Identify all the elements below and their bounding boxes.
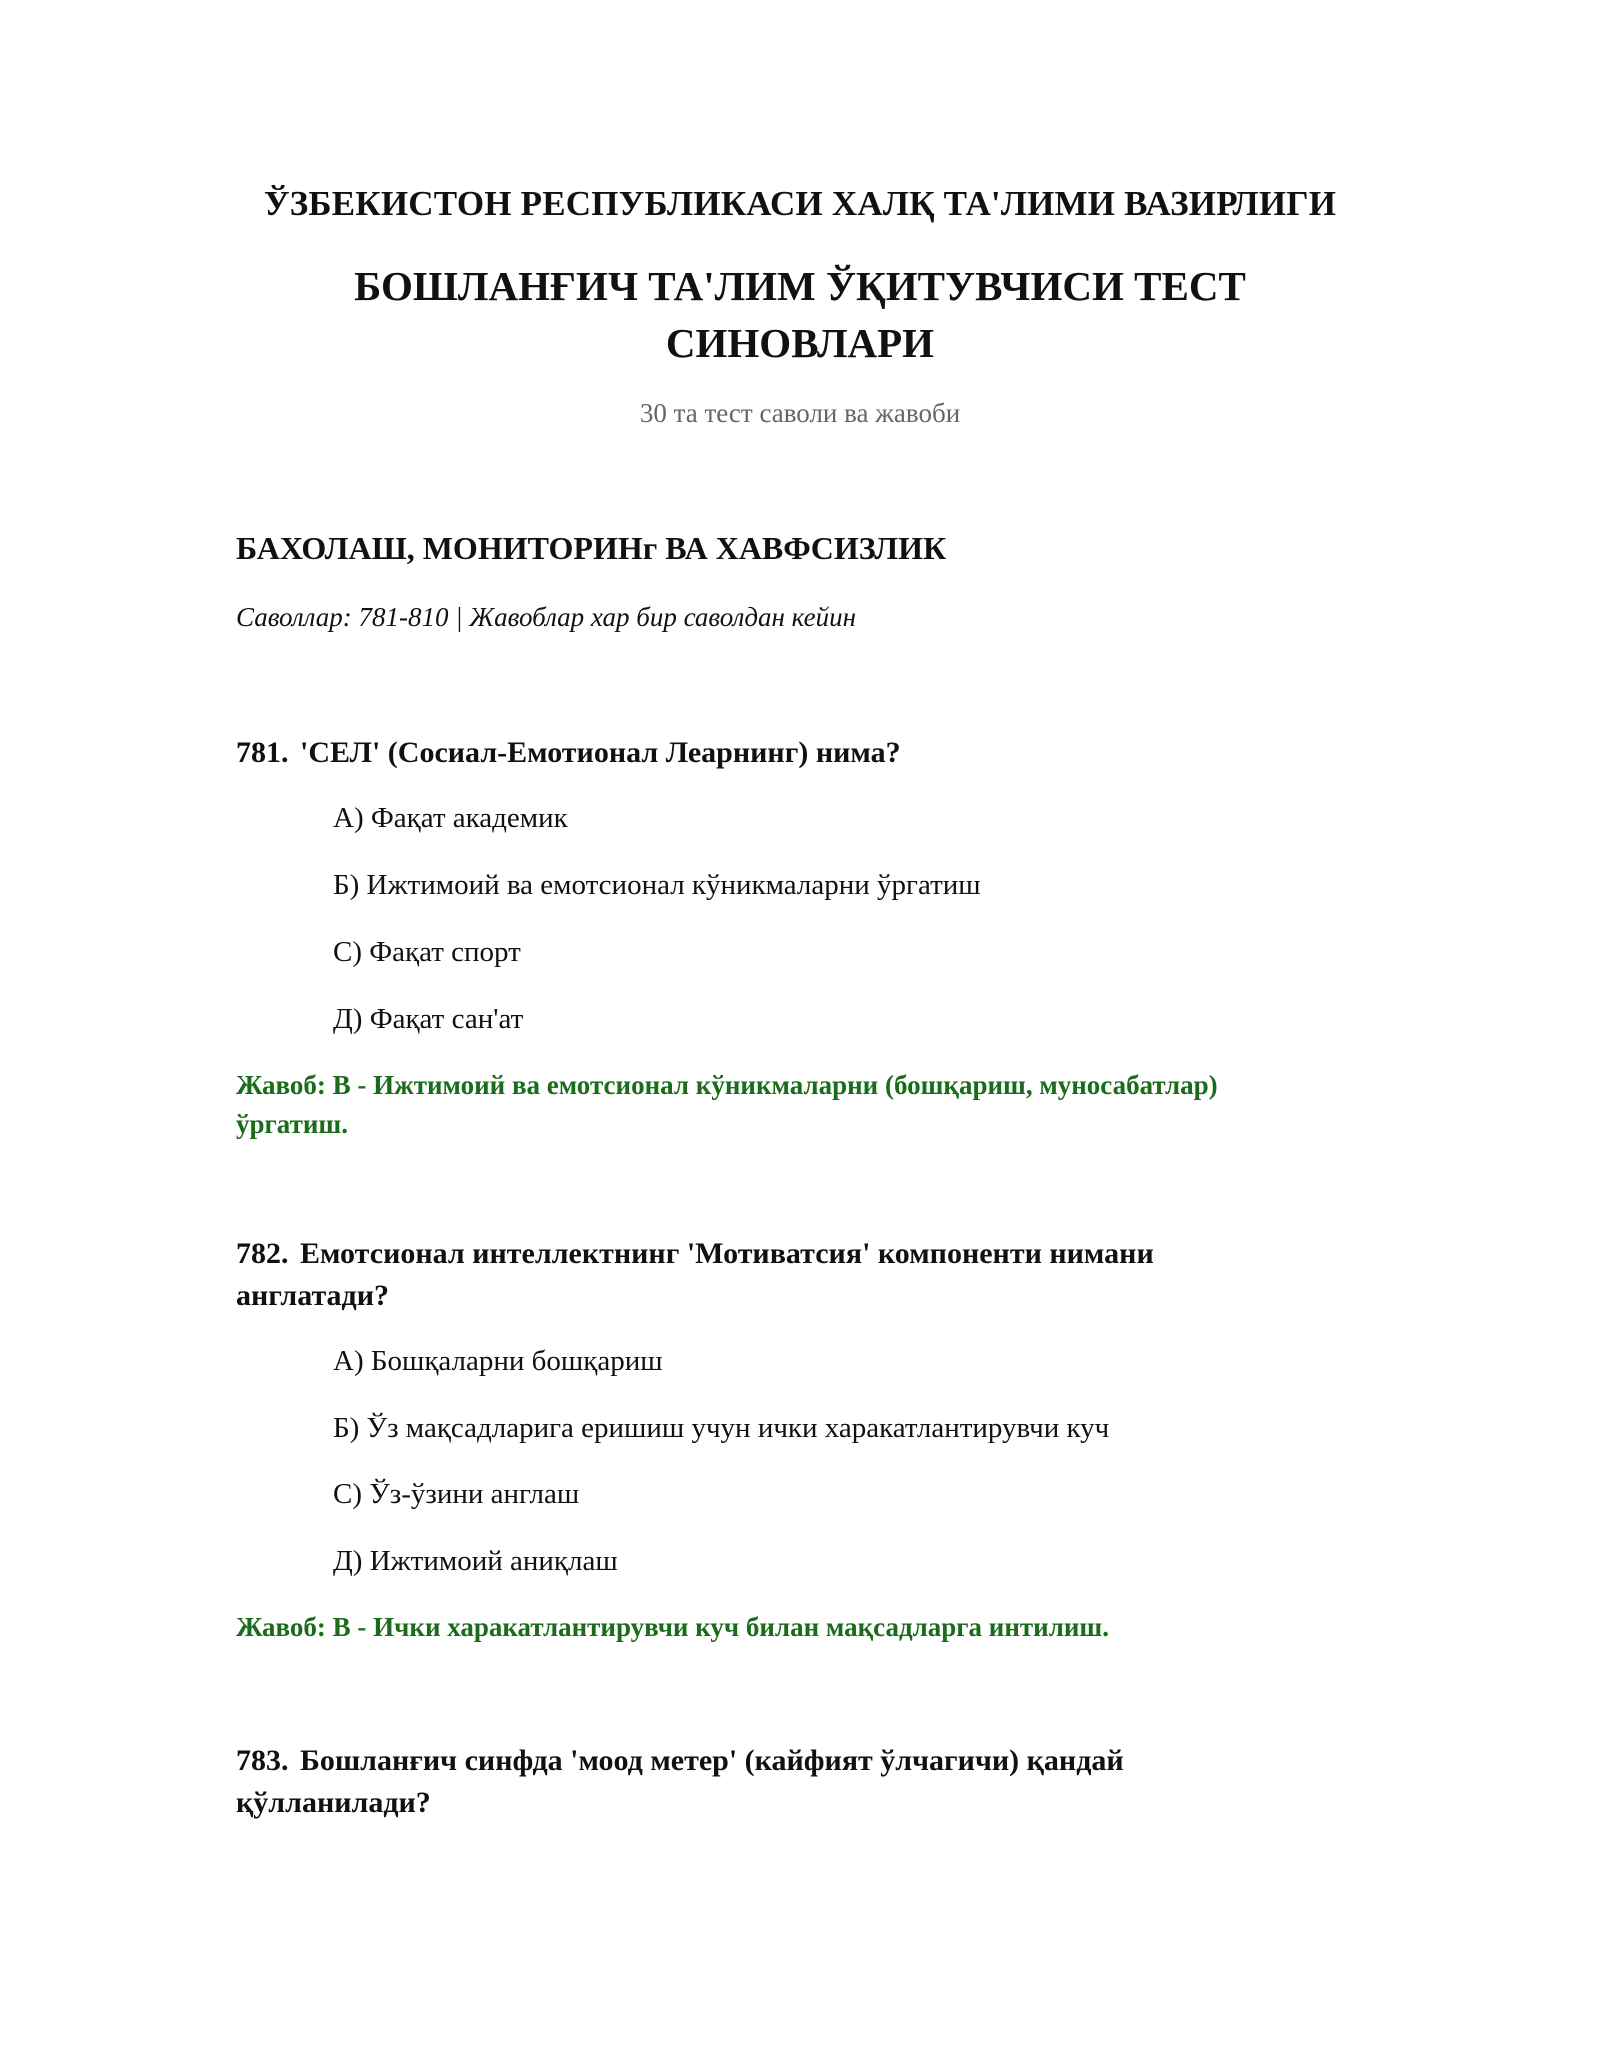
option-a: А) Фақат академик xyxy=(333,802,568,834)
question-text-line-1: Емотсионал интеллектнинг 'Мотиватсия' компоненти нимани xyxy=(300,1237,1154,1270)
question-781 xyxy=(236,732,1336,774)
option-c: С) Ўз-ўзини англаш xyxy=(333,1478,580,1510)
question-number: 782. xyxy=(236,1237,289,1270)
question-text-line-2: англатади? xyxy=(236,1279,390,1312)
option-c: С) Фақат спорт xyxy=(333,936,521,968)
option-b: Б) Ўз мақсадларига еришиш учун ички харакатлантирувчи куч xyxy=(333,1412,1110,1444)
option-a: А) Бошқаларни бошқариш xyxy=(333,1345,663,1377)
question-number: 783. xyxy=(236,1744,289,1777)
question-783 xyxy=(236,1740,1336,1824)
answer-line-2: ўргатиш. xyxy=(236,1109,348,1139)
section-meta: Саволлар: 781-810 | Жавоблар хар бир саволдан кейин xyxy=(236,602,857,632)
question-text-line-1: Бошланғич синфда 'моод метер' (кайфият ўлчагичи) қандай xyxy=(300,1744,1124,1777)
ministry-heading: ЎЗБЕКИСТОН РЕСПУБЛИКАСИ ХАЛҚ ТА'ЛИМИ ВАЗИРЛИГИ xyxy=(263,184,1337,223)
question-text: 'СЕЛ' (Сосиал-Емотионал Леарнинг) нима? xyxy=(300,736,901,769)
document-title-line-2: СИНОВЛАРИ xyxy=(665,320,935,366)
question-number: 781. xyxy=(236,736,289,769)
answer-781 xyxy=(236,1066,1376,1144)
document-title-line-1: БОШЛАНҒИЧ ТА'ЛИМ ЎҚИТУВЧИСИ ТЕСТ xyxy=(354,263,1246,309)
answer-line-1: Жавоб: B - Ижтимоий ва емотсионал кўникмаларни (бошқариш, муносабатлар) xyxy=(236,1070,1218,1100)
option-d: Д) Фақат сан'ат xyxy=(333,1003,524,1035)
document-subtitle: 30 та тест саволи ва жавоби xyxy=(639,398,961,428)
option-b: Б) Ижтимоий ва емотсионал кўникмаларни ўргатиш xyxy=(333,869,981,901)
answer-line-1: Жавоб: B - Ички харакатлантирувчи куч билан мақсадларга интилиш. xyxy=(236,1612,1109,1642)
option-d: Д) Ижтимоий аниқлаш xyxy=(333,1545,618,1577)
question-text-line-2: қўлланилади? xyxy=(236,1786,431,1819)
question-782 xyxy=(236,1233,1336,1317)
section-title: БАХОЛАШ, МОНИТОРИНг ВА ХАВФСИЗЛИК xyxy=(236,530,947,566)
document-title xyxy=(0,258,1600,372)
answer-782 xyxy=(236,1608,1376,1647)
